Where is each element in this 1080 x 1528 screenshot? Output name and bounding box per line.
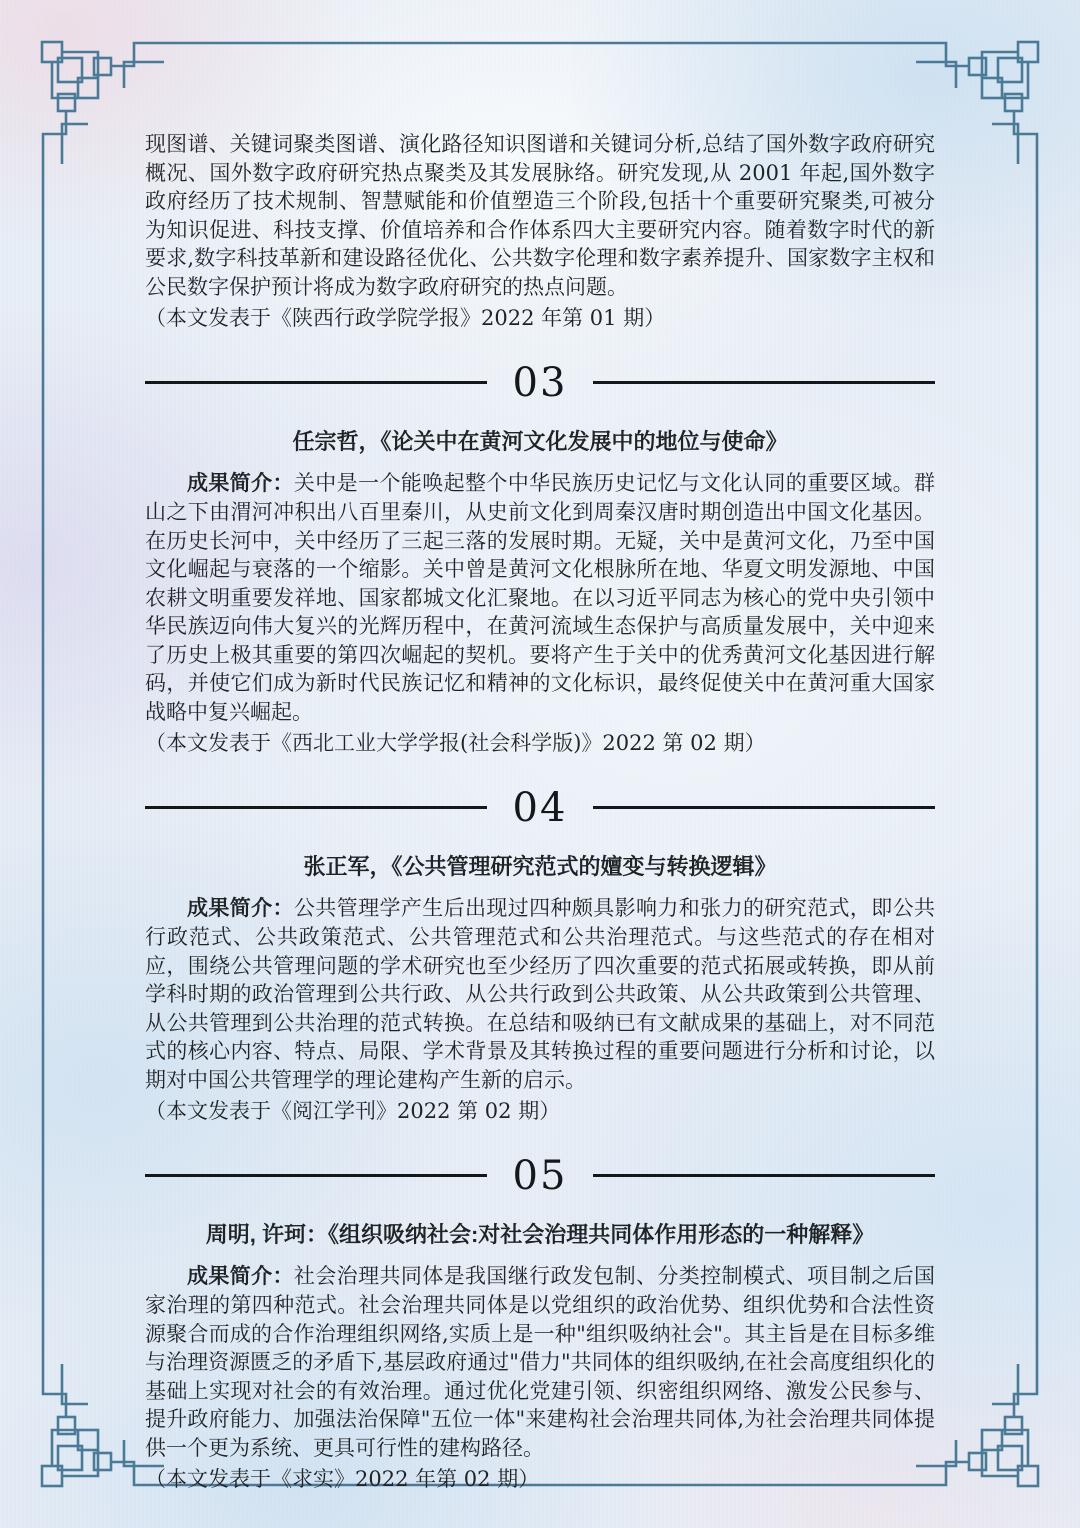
summary-label: 成果简介：	[187, 1264, 294, 1288]
section-05-title: 周明, 许珂：《组织吸纳社会:对社会治理共同体作用形态的一种解释》	[205, 1221, 875, 1247]
summary-text: 社会治理共同体是我国继行政发包制、分类控制模式、项目制之后国家治理的第四种范式。社会治理共同体是以党组织的政治优势、组织优势和合法性资源聚合而成的合作治理组织网络,实质上是一种"组织吸纳社会"。其主旨是在目标多维与治理资源匮乏的矛盾下,基层政府通过"借力"共同体的组织吸纳,在社会高度组织化的基础上实现对社会的有效治理。通过优化党建引领、织密组织网络、激发公民参与、提升政府能力、加强法治保障"五位一体"来建构社会治理共同体,为社会治理共同体提供一个更为系统、更具可行性的建构路径。	[145, 1263, 936, 1460]
page-content	[145, 130, 935, 1494]
summary-label: 成果简介：	[187, 471, 294, 495]
section-04-summary	[145, 894, 935, 1095]
summary-text: 公共管理学产生后出现过四种颇具影响力和张力的研究范式，即公共行政范式、公共政策范式、公共管理范式和公共治理范式。与这些范式的存在相对应，围绕公共管理问题的学术研究也至少经历了四次重要的范式拓展或转换，即从前学科时期的政治管理到公共行政、从公共行政到公共政策、从公共政策到公共管理、从公共管理到公共治理的范式转换。在总结和吸纳已有文献成果的基础上，对不同范式的核心内容、特点、局限、学术背景及其转换过程的重要问题进行分析和讨论，以期对中国公共管理学的理论建构产生新的启示。	[145, 895, 936, 1092]
section-05-summary	[145, 1262, 935, 1463]
intro-paragraph: 现图谱、关键词聚类图谱、演化路径知识图谱和关键词分析,总结了国外数字政府研究概况、国外数字政府研究热点聚类及其发展脉络。研究发现,从 2001 年起,国外数字政府经历了技术规制、智慧赋能和价值塑造三个阶段,包括十个重要研究聚类,可被分为知识促进、科技支撑、价值培养和合作体系四大主要研究内容。随着数字时代的新要求,数字科技革新和建设路径优化、公共数字伦理和数字素养提升、国家数字主权和公民数字保护预计将成为数字政府研究的热点问题。	[145, 132, 935, 299]
section-05	[145, 1152, 936, 1494]
section-03-title: 任宗哲，《论关中在黄河文化发展中的地位与使命》	[292, 428, 788, 454]
section-03-source-line: （本文发表于《西北工业大学学报(社会科学版)》2022 第 02 期）	[145, 731, 766, 755]
summary-label: 成果简介：	[187, 896, 294, 920]
section-03-number: 03	[512, 359, 568, 406]
section-04-number: 04	[512, 784, 568, 831]
divider-rule-right	[593, 1174, 935, 1177]
section-04	[145, 784, 936, 1126]
section-05-number: 05	[512, 1152, 568, 1199]
summary-text: 关中是一个能唤起整个中华民族历史记忆与文化认同的重要区域。群山之下由渭河冲积出八百里秦川，从史前文化到周秦汉唐时期创造出中国文化基因。在历史长河中，关中经历了三起三落的发展时期。无疑，关中是黄河文化，乃至中国文化崛起与衰落的一个缩影。关中曾是黄河文化根脉所在地、华夏文明发源地、中国农耕文明重要发祥地、国家都城文化汇聚地。在以习近平同志为核心的党中央引领中华民族迈向伟大复兴的光辉历程中，在黄河流域生态保护与高质量发展中，关中迎来了历史上极其重要的第四次崛起的契机。要将产生于关中的优秀黄河文化基因进行解码，并使它们成为新时代民族记忆和精神的文化标识，最终促使关中在黄河重大国家战略中复兴崛起。	[145, 470, 936, 724]
divider-rule-left	[145, 381, 487, 384]
divider-rule-left	[145, 806, 487, 809]
section-05-divider	[145, 1152, 935, 1199]
section-04-divider	[145, 784, 935, 831]
section-04-title: 张正军，《公共管理研究范式的嬗变与转换逻辑》	[303, 853, 777, 879]
divider-rule-right	[593, 381, 935, 384]
divider-rule-left	[145, 1174, 487, 1177]
section-03	[145, 359, 936, 758]
section-04-source-line: （本文发表于《阅江学刊》2022 第 02 期）	[145, 1099, 561, 1123]
intro-source-line: （本文发表于《陕西行政学院学报》2022 年第 01 期）	[145, 306, 666, 330]
section-03-summary	[145, 469, 935, 727]
section-05-source-line: （本文发表于《求实》2022 年第 02 期）	[145, 1467, 540, 1491]
section-03-divider	[145, 359, 935, 406]
divider-rule-right	[593, 806, 935, 809]
